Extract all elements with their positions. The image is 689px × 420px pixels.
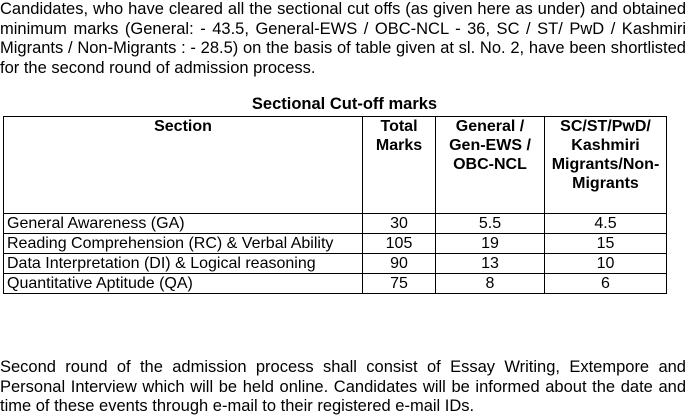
table-title: Sectional Cut-off marks: [251, 95, 438, 113]
reserved-cutoff: 4.5: [545, 214, 667, 234]
section-name: Reading Comprehension (RC) & Verbal Ability: [4, 234, 363, 254]
general-cutoff: 19: [436, 234, 545, 254]
cutoff-table: [3, 116, 667, 294]
general-cutoff: 13: [436, 254, 545, 274]
reserved-cutoff: 15: [545, 234, 667, 254]
total-marks: 105: [363, 234, 436, 254]
table-row: [4, 274, 667, 294]
total-marks: 75: [363, 274, 436, 294]
header-section: Section: [4, 117, 363, 214]
section-name: General Awareness (GA): [4, 214, 363, 234]
header-general: General / Gen-EWS / OBC-NCL: [436, 117, 545, 214]
header-total-marks: Total Marks: [363, 117, 436, 214]
section-name: Data Interpretation (DI) & Logical reasoning: [4, 254, 363, 274]
general-cutoff: 8: [436, 274, 545, 294]
table-row: [4, 214, 667, 234]
header-reserved: SC/ST/PwD/ Kashmiri Migrants/Non-Migrants: [545, 117, 667, 214]
intro-paragraph: Candidates, who have cleared all the sectional cut offs (as given here as under) and obtained minimum marks (General: - 43.5, General-EWS / OBC-NCL - 36, SC / ST/ PwD / Kashmiri Migrants / Non-Migrants : - 28.5) on the basis of table given at sl. No. 2, have been shortlisted for the second round of admission process.: [0, 0, 686, 77]
table-header-row: [4, 117, 667, 214]
table-row: [4, 254, 667, 274]
table-row: [4, 234, 667, 254]
reserved-cutoff: 10: [545, 254, 667, 274]
section-name: Quantitative Aptitude (QA): [4, 274, 363, 294]
closing-paragraph: Second round of the admission process shall consist of Essay Writing, Extempore and Personal Interview which will be held online. Candidates will be informed about the date and time of these events through e-mail to their registered e-mail IDs.: [0, 358, 686, 415]
reserved-cutoff: 6: [545, 274, 667, 294]
total-marks: 90: [363, 254, 436, 274]
total-marks: 30: [363, 214, 436, 234]
general-cutoff: 5.5: [436, 214, 545, 234]
